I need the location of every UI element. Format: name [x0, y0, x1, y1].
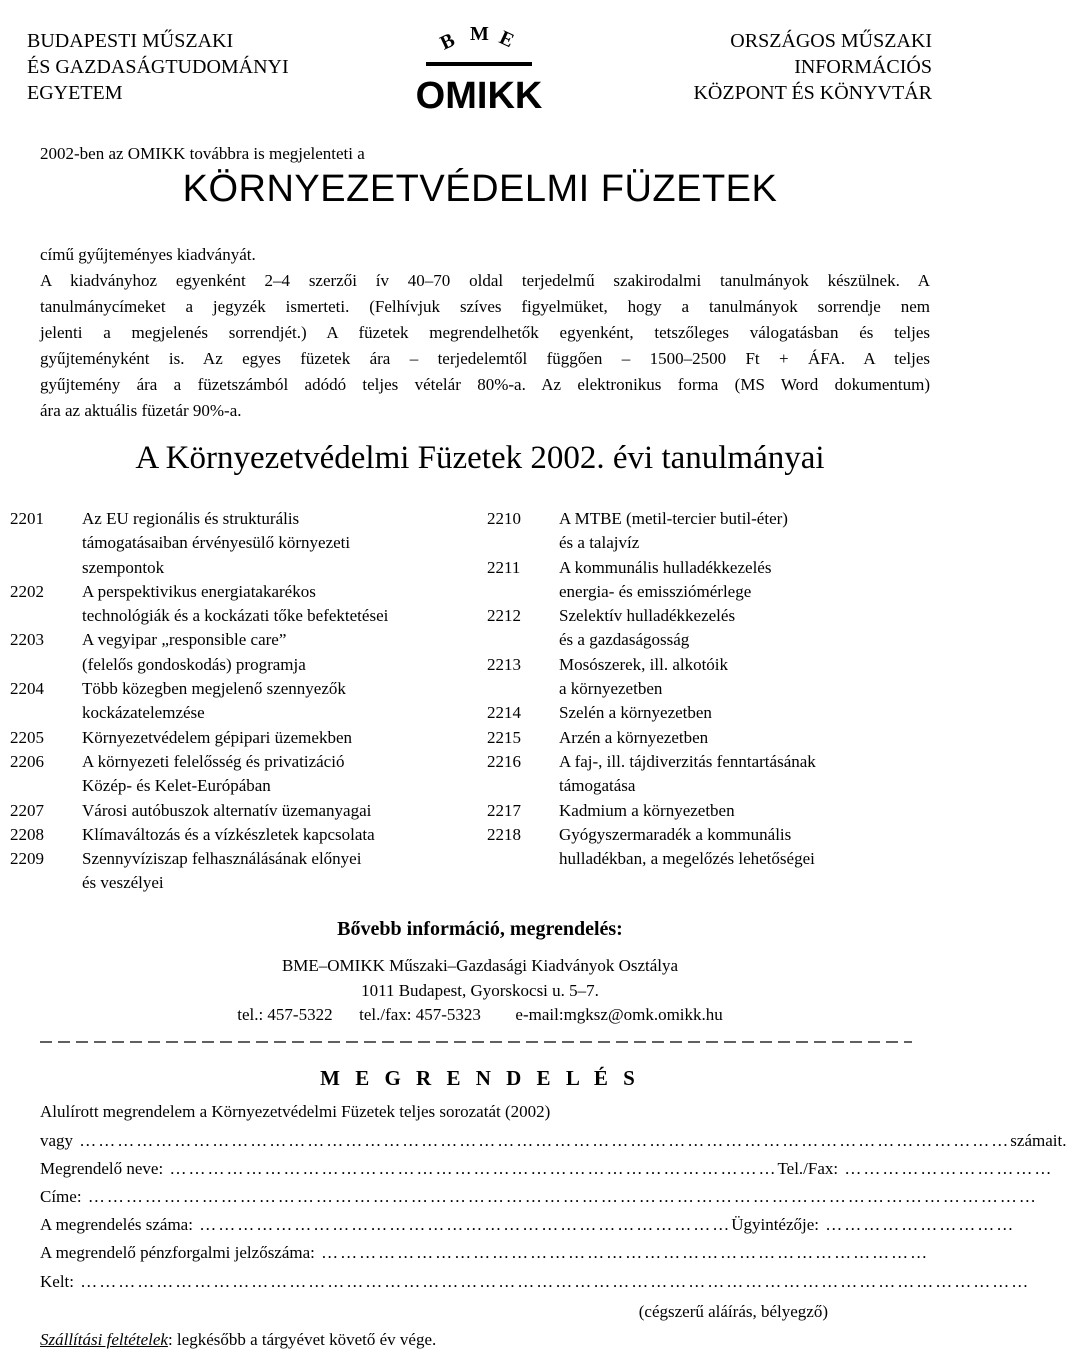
study-title-line: a környezetben: [559, 679, 663, 699]
study-item: [10, 799, 480, 823]
study-title: [82, 677, 480, 726]
study-title-line: támogatása: [559, 776, 636, 796]
study-title-line: energia- és emissziómérlege: [559, 581, 752, 601]
info-contacts: [0, 1005, 960, 1025]
order-title: M E G R E N D E L É S: [320, 1066, 640, 1090]
study-number: 2210: [487, 509, 521, 528]
cut-line: [40, 1035, 912, 1049]
logo-arc-b: B: [436, 28, 459, 55]
name-label: Megrendelő neve:: [40, 1159, 164, 1178]
description-line: című gyűjteményes kiadványát.: [40, 245, 256, 264]
order-bank-field[interactable]: [40, 1243, 930, 1263]
telfax-label: Tel./Fax:: [777, 1159, 839, 1178]
logo-arc-e: E: [495, 26, 518, 53]
study-title: [559, 507, 947, 556]
study-title: [559, 653, 947, 702]
study-item: [487, 799, 947, 823]
study-title-line: A faj-, ill. tájdiverzitás fenntartásának: [559, 751, 816, 771]
study-title-line: Városi autóbuszok alternatív üzemanyagai: [82, 800, 372, 820]
library-line-2: INFORMÁCIÓS: [794, 56, 932, 78]
order-numbers-field[interactable]: [40, 1131, 1066, 1151]
order-number-label: A megrendelés száma:: [40, 1215, 193, 1234]
study-number: 2203: [10, 630, 44, 650]
study-item: [10, 507, 480, 580]
description-line: A kiadványhoz egyenként 2–4 szerzői ív 40–70 oldal terjedelmű szakirodalmi tanulmányok készülnek. A: [40, 271, 930, 290]
study-number: 2205: [10, 727, 44, 747]
description-line: jelenti a megjelenés sorrendjét.) A füzetek megrendelhetők egyenként, tetszőleges válogatásban és teljes: [40, 323, 930, 342]
study-title-line: Szennyvíziszap felhasználásának előnyei: [82, 849, 362, 869]
study-title-line: Kadmium a környezetben: [559, 800, 735, 820]
study-title: [559, 750, 947, 799]
description-line: ára az aktuális füzetár 90%-a.: [40, 401, 242, 420]
dotted-fill: …………………………: [819, 1215, 1016, 1234]
study-item: [487, 507, 947, 556]
main-title: KÖRNYEZETVÉDELMI FÜZETEK: [182, 168, 778, 210]
study-title: [82, 507, 480, 580]
info-email[interactable]: e-mail:mgksz@omk.omikk.hu: [515, 1005, 723, 1024]
library-name: [693, 28, 932, 106]
study-title-line: Gyógyszermaradék a kommunális: [559, 824, 792, 844]
study-title-line: A perspektivikus energiatakarékos: [82, 581, 316, 601]
study-title-line: A vegyipar „responsible care”: [82, 630, 287, 650]
study-title: [559, 823, 947, 872]
info-address: 1011 Budapest, Gyorskocsi u. 5–7.: [361, 981, 599, 1000]
dotted-fill: ……………………………………………………………………………………………………………………………………: [81, 1187, 1038, 1206]
dotted-fill: ……………………………: [838, 1159, 1054, 1178]
order-name-field[interactable]: [40, 1159, 1054, 1179]
dotted-fill: ……………………………………………………………………………………: [314, 1243, 930, 1262]
study-number: 2207: [10, 800, 44, 820]
study-title-line: Mosószerek, ill. alkotóik: [559, 654, 729, 674]
studies-list-right: [487, 507, 947, 871]
study-title: [82, 823, 480, 847]
dotted-fill: …………………………………………………………………………………………………………………………………: [73, 1131, 1011, 1150]
numbers-suffix: számait.: [1010, 1131, 1066, 1150]
study-title-line: A MTBE (metil-tercier butil-éter): [559, 509, 788, 528]
study-number: 2206: [10, 751, 44, 771]
study-item: [487, 653, 947, 702]
shipping-text: : legkésőbb a tárgyévet követő év vége.: [167, 1330, 437, 1349]
study-title-line: Klímaváltozás és a vízkészletek kapcsolata: [82, 824, 375, 844]
study-title: [82, 750, 480, 799]
study-title-line: A környezeti felelősség és privatizáció: [82, 751, 345, 771]
study-item: [487, 750, 947, 799]
study-title: [82, 628, 480, 677]
description-line: gyűjtemény ára a füzetszámból adódó teljes vételár 80%-a. Az elektronikus forma (MS Word dokumentum): [40, 375, 930, 394]
section-title: A Környezetvédelmi Füzetek 2002. évi tanulmányai: [135, 440, 825, 476]
study-item: [487, 556, 947, 605]
study-title-line: Több közegben megjelenő szennyezők: [82, 679, 346, 699]
study-title-line: technológiák és a kockázati tőke befektetései: [82, 606, 389, 626]
study-title: [559, 604, 947, 653]
study-item: [10, 847, 480, 896]
study-item: [10, 580, 480, 629]
study-item: [10, 726, 480, 750]
bank-label: A megrendelő pénzforgalmi jelzőszáma:: [40, 1243, 315, 1262]
study-title: [82, 799, 480, 823]
address-label: Címe:: [40, 1187, 82, 1206]
study-number: 2202: [10, 581, 44, 601]
order-line-1: Alulírott megrendelem a Környezetvédelmi Füzetek teljes sorozatát (2002): [40, 1102, 551, 1121]
study-number: 2215: [487, 727, 521, 747]
study-item: [487, 726, 947, 750]
study-title-line: Környezetvédelem gépipari üzemekben: [82, 727, 352, 747]
study-title-line: támogatásaiban érvényesülő környezeti: [82, 533, 351, 553]
study-title: [559, 726, 947, 750]
study-title-line: Szelektív hulladékkezelés: [559, 606, 736, 626]
dotted-fill: ……………………………………………………………………………………: [163, 1159, 778, 1178]
study-item: [10, 677, 480, 726]
study-title: [559, 701, 947, 725]
dotted-fill: ……………………………………………………………………………………………………………………………………: [74, 1272, 1031, 1291]
date-label: Kelt:: [40, 1272, 74, 1291]
study-title: [559, 799, 947, 823]
bme-omikk-logo: [415, 20, 543, 117]
university-line-2: ÉS GAZDASÁGTUDOMÁNYI: [27, 56, 289, 78]
study-title-line: A kommunális hulladékkezelés: [559, 557, 772, 577]
study-title-line: és veszélyei: [82, 873, 164, 893]
study-number: 2211: [487, 557, 521, 577]
dotted-fill: …………………………………………………………………………: [192, 1215, 732, 1234]
study-number: 2204: [10, 679, 44, 699]
study-title-line: szempontok: [82, 557, 165, 577]
study-title: [82, 847, 480, 896]
study-number: 2212: [487, 606, 521, 626]
study-title: [82, 726, 480, 750]
study-title-line: hulladékban, a megelőzés lehetőségei: [559, 849, 815, 869]
info-fax: tel./fax: 457-5323: [359, 1005, 481, 1024]
university-line-1: BUDAPESTI MŰSZAKI: [27, 30, 234, 52]
study-number: 2213: [487, 654, 521, 674]
library-line-1: ORSZÁGOS MŰSZAKI: [730, 30, 932, 52]
university-name: [27, 28, 289, 106]
order-date-field[interactable]: [40, 1272, 1031, 1292]
study-item: [10, 628, 480, 677]
info-org: BME–OMIKK Műszaki–Gazdasági Kiadványok Osztálya: [281, 956, 679, 975]
logo-omikk-text: OMIKK: [415, 75, 543, 117]
university-line-3: EGYETEM: [27, 82, 123, 104]
order-number-field[interactable]: [40, 1215, 1016, 1235]
study-title-line: kockázatelemzése: [82, 703, 205, 723]
contact-label: Ügyintézője:: [731, 1215, 820, 1234]
intro-text: 2002-ben az OMIKK továbbra is megjelenteti a: [40, 144, 365, 163]
study-number: 2218: [487, 824, 521, 844]
logo-arc-m: M: [470, 23, 489, 45]
study-title-line: Arzén a környezetben: [559, 727, 709, 747]
study-title-line: Közép- és Kelet-Európában: [82, 776, 271, 796]
library-line-3: KÖZPONT ÉS KÖNYVTÁR: [693, 82, 932, 104]
study-number: 2201: [10, 509, 44, 528]
study-title-line: Szelén a környezetben: [559, 703, 712, 723]
study-number: 2217: [487, 800, 521, 820]
study-item: [487, 701, 947, 725]
study-title-line: Az EU regionális és strukturális: [82, 509, 300, 528]
info-title: Bővebb információ, megrendelés:: [337, 918, 623, 940]
description-paragraph: [40, 242, 930, 424]
study-number: 2209: [10, 849, 44, 869]
study-item: [10, 823, 480, 847]
description-line: tanulmánycímeket a jegyzék ismerteti. (Felhívjuk szíves figyelmüket, hogy a tanulmányok sorrendje nem: [40, 297, 930, 316]
shipping-terms: [40, 1330, 436, 1350]
study-title: [82, 580, 480, 629]
study-number: 2214: [487, 703, 521, 723]
study-title-line: és a talajvíz: [559, 533, 640, 553]
study-item: [487, 604, 947, 653]
order-address-field[interactable]: [40, 1187, 1038, 1207]
study-item: [10, 750, 480, 799]
study-item: [487, 823, 947, 872]
study-number: 2208: [10, 824, 44, 844]
signature-caption: (cégszerű aláírás, bélyegző): [638, 1302, 828, 1321]
shipping-label: Szállítási feltételek: [40, 1330, 168, 1349]
study-title: [559, 556, 947, 605]
study-title-line: és a gazdaságosság: [559, 630, 690, 650]
studies-list-left: [10, 507, 480, 896]
description-line: gyűjteményként is. Az egyes füzetek ára – terjedelemtől függően – 1500–2500 Ft + ÁFA. A teljes: [40, 349, 930, 368]
study-title-line: (felelős gondoskodás) programja: [82, 654, 306, 674]
study-number: 2216: [487, 751, 521, 771]
or-label: vagy: [40, 1131, 74, 1150]
info-tel: tel.: 457-5322: [237, 1005, 333, 1024]
